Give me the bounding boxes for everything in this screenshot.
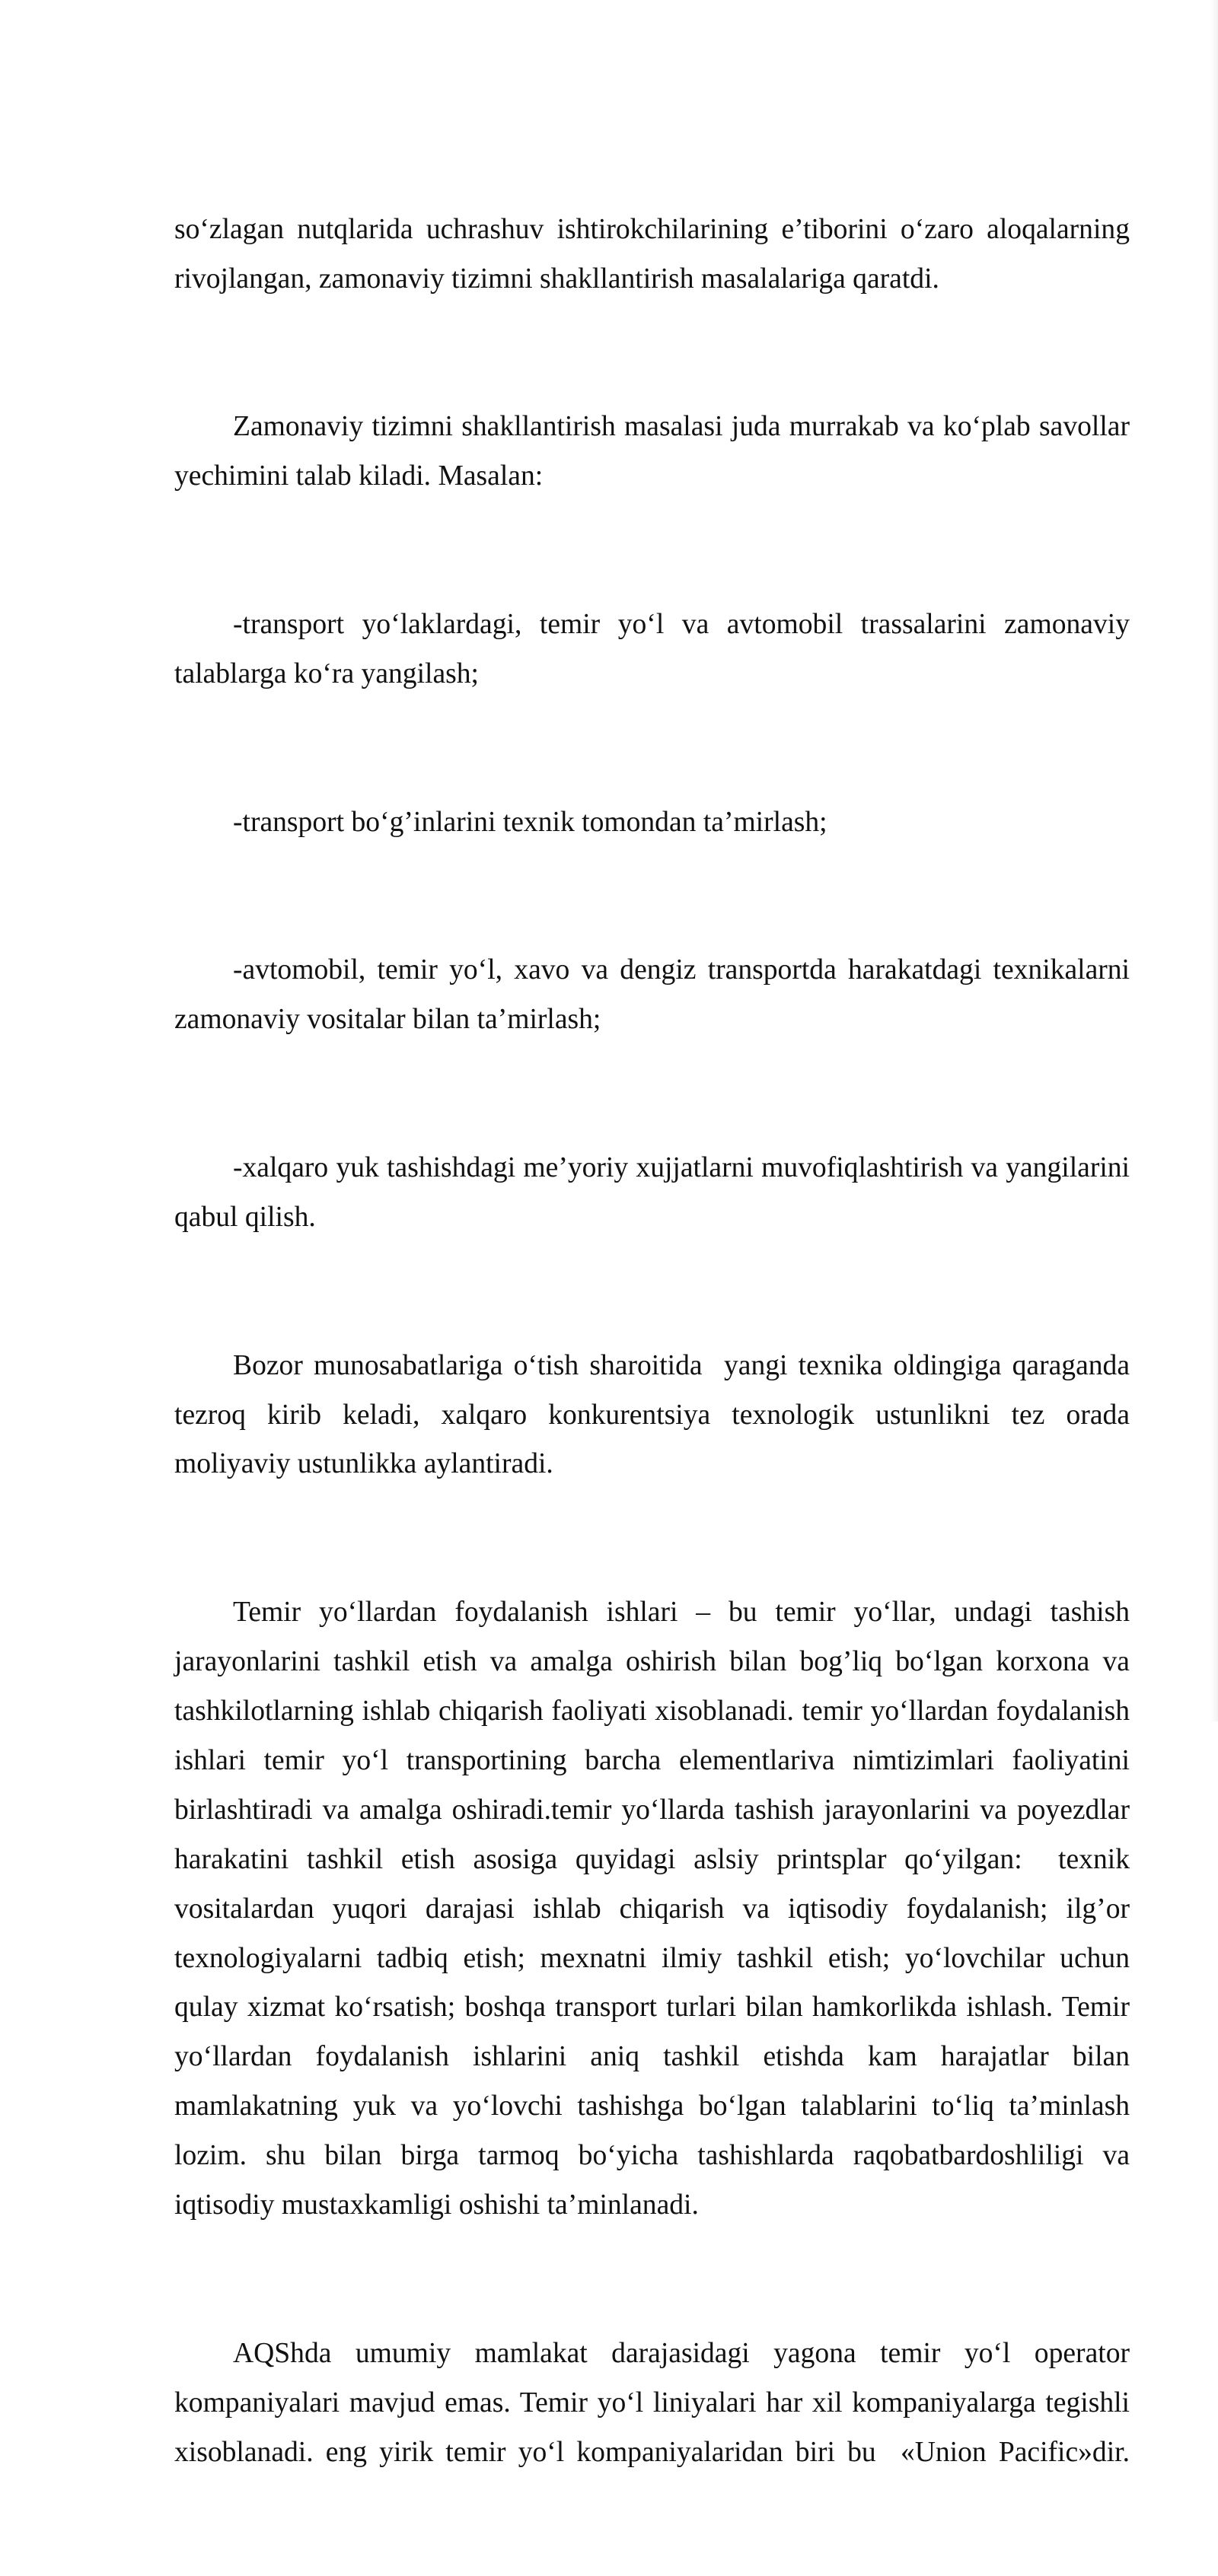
list-item: -transport bo‘g’inlarini texnik tomondan ta’mirlash; [233, 806, 827, 838]
paragraph: Zamonaviy tizimni shakllantirish masalasi juda murrakab va ko‘plab savollar yechimini talab kiladi. Masalan: [174, 411, 1137, 492]
list-item: -transport yo‘laklardagi, temir yo‘l va avtomobil trassalarini zamonaviy talablarga ko‘ra yangilash; [174, 609, 1137, 689]
paragraph: Bozor munosabatlariga o‘tish sharoitida yangi texnika oldingiga qaraganda tezroq kirib keladi, xalqaro konkurentsiya texnologik ustunlikni tez orada moliyaviy ustunlikka aylantiradi. [174, 1349, 1137, 1480]
paragraph-continued: so‘zlagan nutqlarida uchrashuv ishtirokchilarining e’tiborini o‘zaro aloqalarning rivojlangan, zamonaviy tizimni shakllantirish masalalariga qaratdi. [174, 213, 1137, 295]
document-body [174, 107, 1137, 2576]
paragraph: Temir yo‘llardan foydalanish ishlari – bu temir yo‘llar, undagi tashish jarayonlarini tashkil etish va amalga oshirish bilan bog’liq bo‘lgan korxona va tashkilotlarning ishlab chiqarish faoliyati xisoblanadi. temir yo‘llardan foydalanish ishlari temir yo‘l transportining barcha elementlariva nimtizimlari faoliyatini birlashtiradi va amalga oshiradi.temir yo‘llarda tashish jarayonlarini va poyezdlar harakatini tashkil etish asosiga quyidagi aslsiy printsplar qo‘yilgan: texnik vositalardan yuqori darajasi ishlab chiqarish va iqtisodiy foydalanish; ilg’or texnologiyalarni tadbiq etish; mexnatni ilmiy tashkil etish; yo‘lovchilar uchun qulay xizmat ko‘rsatish; boshqa transport turlari bilan hamkorlikda ishlash. Temir yo‘llardan foydalanish ishlarini aniq tashkil etishda kam harajatlar bilan mamlakatning yuk va yo‘lovchi tashishga bo‘lgan talablarini to‘liq ta’minlash lozim. shu bilan birga tarmoq bo‘yicha tashishlarda raqobatbardoshliligi va iqtisodiy mustaxkamligi oshishi ta’minlanadi. [174, 1597, 1137, 2221]
list-item: -xalqaro yuk tashishdagi me’yoriy xujjatlarni muvofiqlashtirish va yangilarini qabul qilish. [174, 1152, 1137, 1233]
page-edge-shadow [1210, 0, 1218, 1721]
list-item: -avtomobil, temir yo‘l, xavo va dengiz transportda harakatdagi texnikalarni zamonaviy vositalar bilan ta’mirlash; [174, 954, 1137, 1036]
paragraph: AQShda umumiy mamlakat darajasidagi yagona temir yo‘l operator kompaniyalari mavjud emas. Temir yo‘l liniyalari har xil kompaniyalarga tegishli xisoblanadi. eng yirik temir yo‘l kompaniyalaridan biri bu «Union Pacific»dir. [174, 2337, 1137, 2468]
